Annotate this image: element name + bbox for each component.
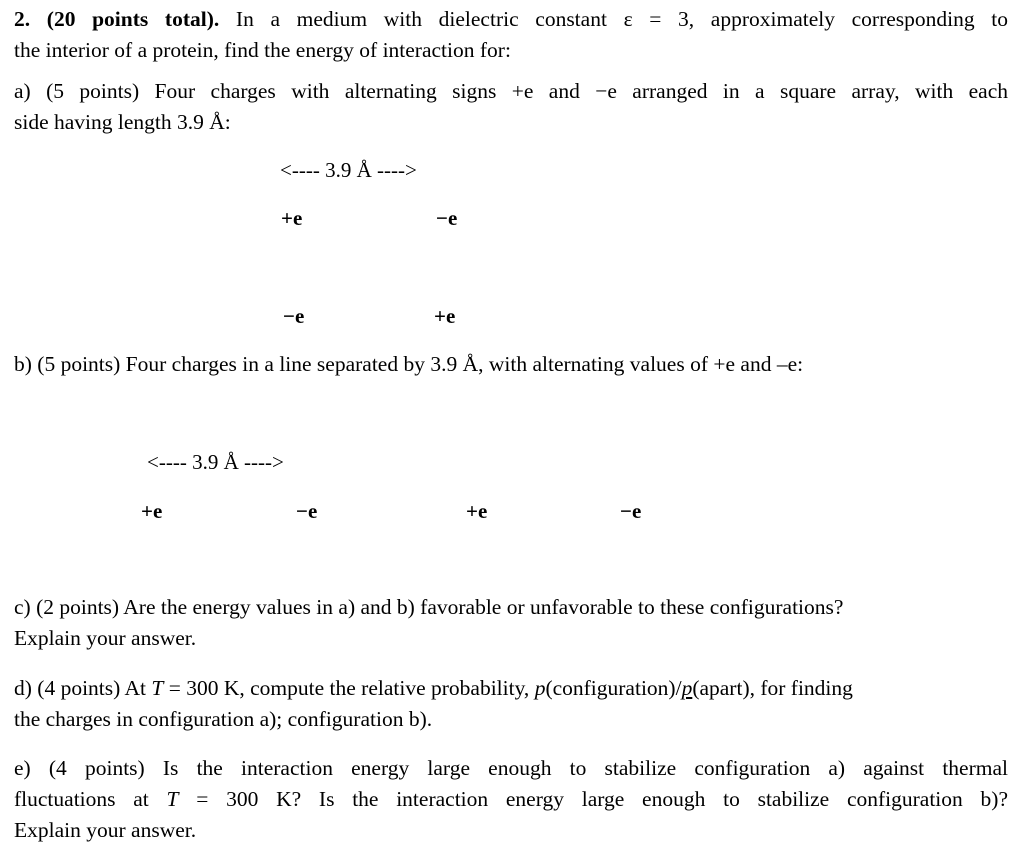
part-a-charge-bottom-right: +e [434,304,456,328]
part-d-text-a: d) (4 points) At [14,676,152,700]
part-b-charge-1: +e [141,499,163,523]
part-a-distance-arrow: <---- 3.9 Å ----> [280,158,417,182]
part-d-line-1 [14,678,853,700]
part-e-line-1: e) (4 points) Is the interaction energy large enough to stabilize configuration a) against thermal [14,756,1008,780]
part-c-line-2: Explain your answer. [14,626,197,650]
problem-intro-line-1 [14,9,1008,31]
part-d-text-c: (configuration)/ [545,676,682,700]
part-e-line-3: Explain your answer. [14,818,197,842]
part-b-charge-4: −e [620,499,642,523]
part-e-line-2 [14,789,1008,811]
part-a-charge-bottom-left: −e [283,304,305,328]
part-d-text-b: = 300 K, compute the relative probability, [163,676,535,700]
part-e-temperature-symbol: T [166,787,179,811]
problem-intro-text: In a medium with dielectric constant ε = 3, approximately corresponding to [235,7,1009,31]
problem-points: (20 points total). [46,7,220,31]
part-a-charge-top-left: +e [281,206,303,230]
part-b-charge-3: +e [466,499,488,523]
part-e-text-a: fluctuations at [14,787,167,811]
problem-number: 2. [14,7,31,31]
part-c-line-1: c) (2 points) Are the energy values in a) and b) favorable or unfavorable to these configurations? [14,595,844,619]
part-b-line-1: b) (5 points) Four charges in a line separated by 3.9 Å, with alternating values of +e and –e: [14,352,804,376]
part-d-line-2: the charges in configuration a); configuration b). [14,707,433,731]
problem-intro-line-2: the interior of a protein, find the energy of interaction for: [14,38,511,62]
part-a-line-2: side having length 3.9 Å: [14,110,231,134]
part-b-distance-arrow: <---- 3.9 Å ----> [147,450,284,474]
part-d-text-d: (apart), for finding [692,676,853,700]
part-e-text-b: = 300 K? Is the interaction energy large enough to stabilize configuration b)? [178,787,1008,811]
part-d-temperature-symbol: T [151,676,164,700]
part-a-charge-top-right: −e [436,206,458,230]
part-d-p-symbol-2: p [681,676,693,700]
part-b-charge-2: −e [296,499,318,523]
part-d-p-symbol-1: p [534,676,546,700]
part-a-line-1: a) (5 points) Four charges with alternating signs +e and −e arranged in a square array, with each [14,79,1008,103]
